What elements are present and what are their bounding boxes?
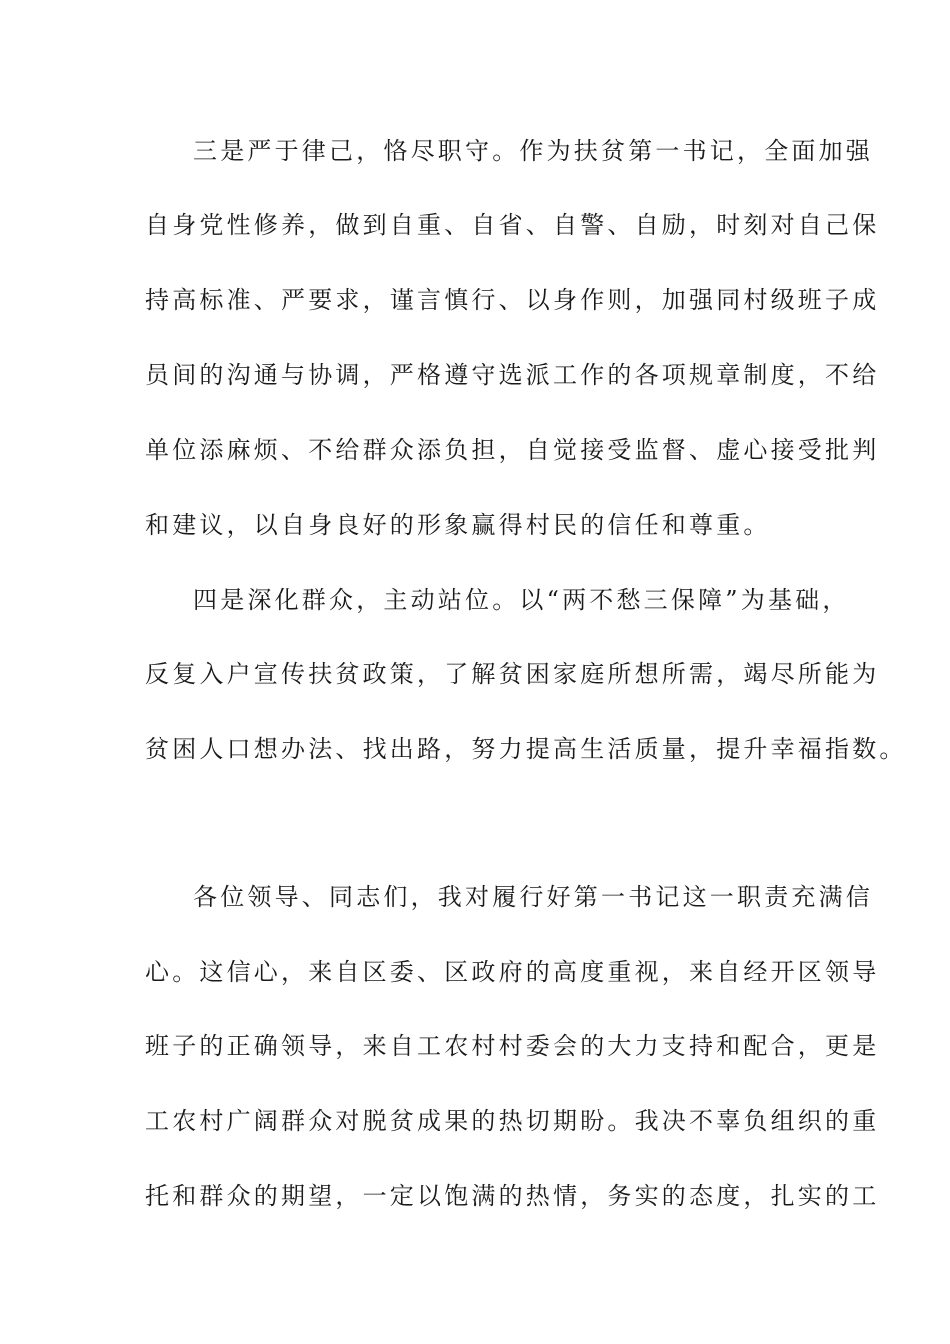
paragraph-2-line-1: 四是深化群众，主动站位。以“两不愁三保障”为基础，: [193, 586, 850, 614]
paragraph-2-line-2: 反复入户宣传扶贫政策，了解贫困家庭所想所需，竭尽所能为: [145, 660, 880, 688]
paragraph-3-line-2: 心。这信心，来自区委、区政府的高度重视，来自经开区领导: [145, 958, 880, 986]
paragraph-3-line-4: 工农村广阔群众对脱贫成果的热切期盼。我决不辜负组织的重: [145, 1107, 880, 1135]
paragraph-3-line-1: 各位领导、同志们，我对履行好第一书记这一职责充满信: [193, 883, 873, 911]
paragraph-1-line-5: 单位添麻烦、不给群众添负担，自觉接受监督、虚心接受批判: [145, 436, 880, 464]
paragraph-1-line-6: 和建议，以自身良好的形象赢得村民的信任和尊重。: [145, 511, 771, 539]
paragraph-3-line-3: 班子的正确领导，来自工农村村委会的大力支持和配合，更是: [145, 1032, 880, 1060]
paragraph-1-line-1: 三是严于律己，恪尽职守。作为扶贫第一书记，全面加强: [193, 137, 873, 165]
paragraph-1-line-2: 自身党性修养，做到自重、自省、自警、自励，时刻对自己保: [145, 211, 880, 239]
paragraph-2-line-3: 贫困人口想办法、找出路，努力提高生活质量，提升幸福指数。: [145, 735, 907, 763]
paragraph-1-line-4: 员间的沟通与协调，严格遵守选派工作的各项规章制度，不给: [145, 361, 880, 389]
paragraph-3-line-5: 托和群众的期望，一定以饱满的热情，务实的态度，扎实的工: [145, 1182, 880, 1210]
paragraph-1-line-3: 持高标准、严要求，谨言慎行、以身作则，加强同村级班子成: [145, 286, 880, 314]
